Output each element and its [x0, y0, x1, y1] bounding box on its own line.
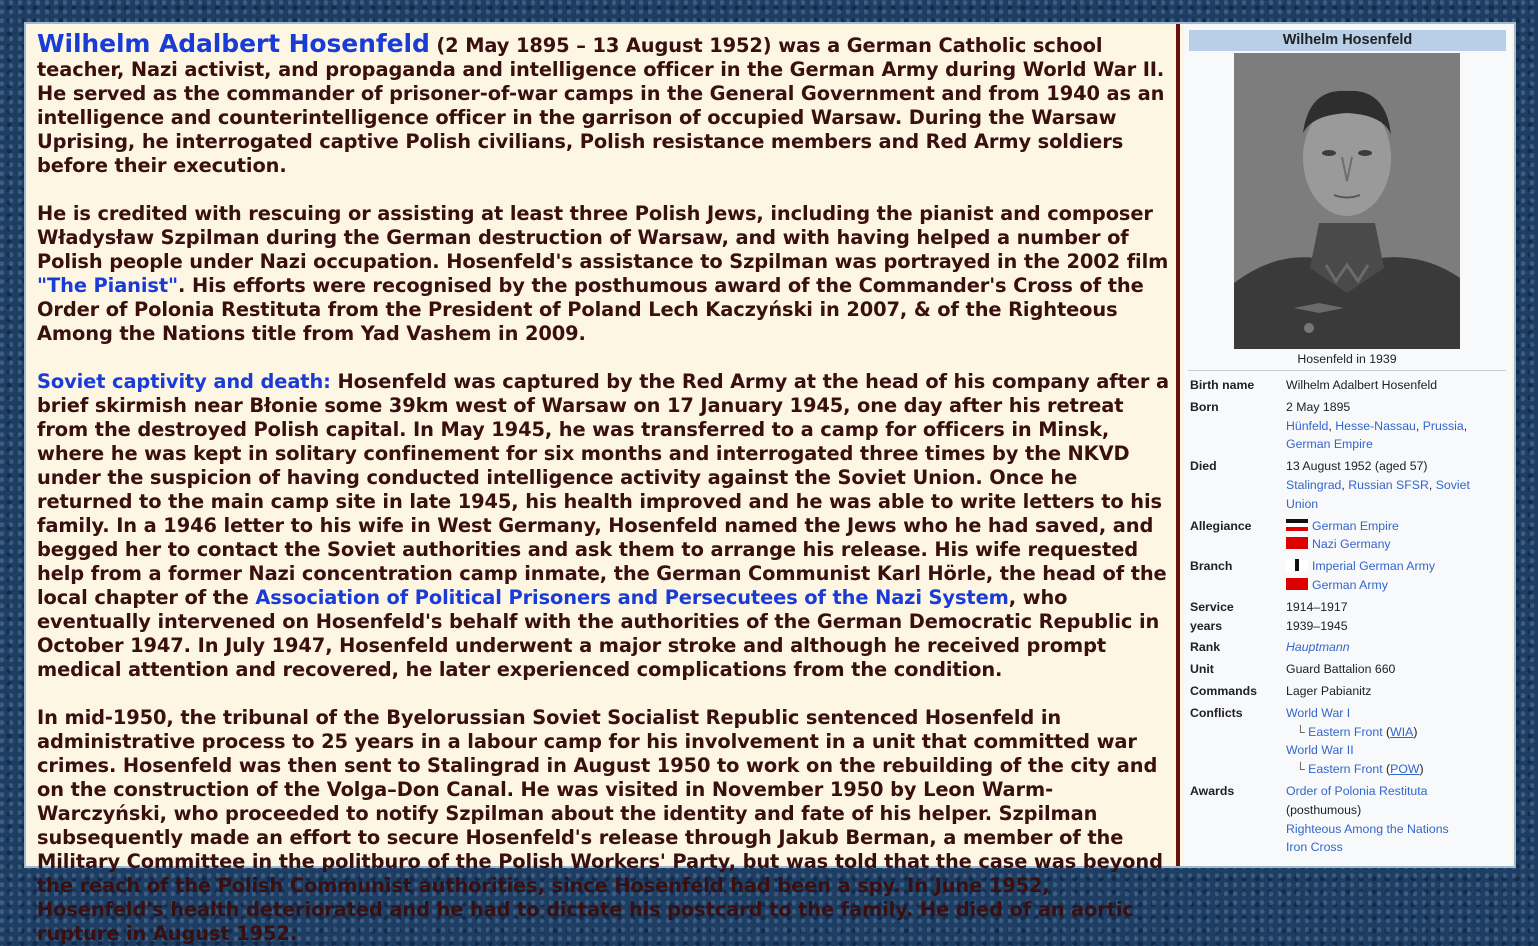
- link-wia[interactable]: WIA: [1390, 724, 1414, 739]
- link-russian-sfsr[interactable]: Russian SFSR: [1348, 477, 1429, 492]
- link-righteous[interactable]: Righteous Among the Nations: [1286, 821, 1449, 836]
- paragraph-intro: Wilhelm Adalbert Hosenfeld (2 May 1895 – 13 August 1952) was a German Catholic school teacher, Nazi activist, and propaganda and intelligence officer in the German Army during World War II. He served as the commander of prisoner-of-war camps in the General Government and from 1940 as an intelligence and counterintelligence officer in the garrison of occupied Warsaw. During the Warsaw Uprising, he interrogated captive Polish civilians, Polish resistance members and Red Army soldiers before their execution.: [37, 29, 1165, 177]
- link-imperial-german-army[interactable]: Imperial German Army: [1312, 559, 1435, 574]
- link-eastern-front-2[interactable]: Eastern Front: [1308, 762, 1383, 777]
- row-rank: Rank Hauptmann: [1190, 640, 1350, 655]
- association-link[interactable]: Association of Political Prisoners and Persecutees of the Nazi System: [255, 586, 1009, 609]
- photo-caption: Hosenfeld in 1939: [1297, 352, 1397, 366]
- row-service-years: Service years 1914–1917 1939–1945: [1190, 599, 1348, 633]
- link-world-war-1[interactable]: World War I: [1286, 705, 1351, 720]
- film-link[interactable]: "The Pianist": [37, 274, 179, 297]
- link-polonia-restituta[interactable]: Order of Polonia Restituta: [1286, 783, 1428, 798]
- infobox-title: Wilhelm Hosenfeld: [1189, 30, 1506, 51]
- link-prussia[interactable]: Prussia: [1422, 418, 1464, 433]
- link-nazi-germany[interactable]: Nazi Germany: [1312, 537, 1391, 552]
- link-soviet-union[interactable]: Soviet Union: [1286, 477, 1470, 511]
- link-pow[interactable]: POW: [1390, 762, 1420, 777]
- link-hesse-nassau[interactable]: Hesse-Nassau: [1335, 418, 1416, 433]
- row-branch: Branch Imperial German Army German Army: [1190, 559, 1435, 592]
- row-died: Died 13 August 1952 (aged 57) Stalingrad, Russian SFSR, Soviet Union: [1190, 459, 1470, 511]
- link-hunfeld[interactable]: Hünfeld: [1286, 418, 1329, 433]
- link-german-empire[interactable]: German Empire: [1286, 437, 1373, 452]
- infobox: [1184, 24, 1512, 866]
- article-title: Wilhelm Adalbert Hosenfeld: [37, 29, 430, 58]
- flag-imperial-army-icon: [1286, 559, 1308, 571]
- portrait-silhouette: [1234, 53, 1460, 349]
- link-stalingrad[interactable]: Stalingrad: [1286, 477, 1342, 492]
- link-german-army[interactable]: German Army: [1312, 577, 1388, 592]
- portrait-photo: [1234, 53, 1460, 349]
- row-born: Born 2 May 1895 Hünfeld, Hesse-Nassau, Prussia, German Empire: [1190, 399, 1468, 452]
- infobox-divider: [1188, 370, 1506, 371]
- row-birth-name: Birth name Wilhelm Adalbert Hosenfeld: [1190, 378, 1438, 392]
- row-awards: Awards Order of Polonia Restituta (posthumous) Righteous Among the Nations Iron Cross: [1190, 783, 1449, 855]
- link-world-war-2[interactable]: World War II: [1286, 743, 1354, 758]
- row-commands: Commands Lager Pabianitz: [1190, 683, 1372, 698]
- row-allegiance: Allegiance German Empire Nazi Germany: [1190, 518, 1399, 552]
- link-iron-cross[interactable]: Iron Cross: [1286, 840, 1343, 855]
- flag-nazi-germany-icon: [1286, 537, 1308, 549]
- paragraph-sentence: In mid-1950, the tribunal of the Byelorussian Soviet Socialist Republic sentenced Hosenfeld in administrative process to 25 years in a labour camp for his involvement in a unit that committed war crimes. Hosenfeld was then sent to Stalingrad in August 1950 to work on the rebuilding of the city and on the construction of the Volga–Don Canal. He was visited in November 1950 by Leon Warm-Warczyński, who proceeded to notify Szpilman about the identity and fate of his helper. Szpilman subsequently made an effort to secure Hosenfeld's release through Jakub Berman, a member of the Military Committee in the politburo of the Polish Workers' Party, but was told that the case was beyond the reach of the Polish Communist authorities, since Hosenfeld had been a spy. In June 1952, Hosenfeld's health deteriorated and he had to dictate his postcard to the family. He died of an aortic rupture in August 1952.: [37, 706, 1163, 945]
- section-heading-captivity: Soviet captivity and death:: [37, 370, 331, 393]
- infobox-table: [1188, 374, 1506, 858]
- article-body: [26, 24, 1180, 945]
- paragraph-captivity: Soviet captivity and death: Hosenfeld was captured by the Red Army at the head of his company after a brief skirmish near Błonie some 39km west of Warsaw on 17 January 1945, one day after his retreat from the destroyed Polish capital. In May 1945, he was transferred to a camp for officers in Minsk, where he was kept in solitary confinement for six months and interrogated three times by the NKVD under the suspicion of having conducted intelligence activity against the Soviet Union. Once he returned to the main camp site in late 1945, his health improved and he was able to write letters to his family. In a 1946 letter to his wife in West Germany, Hosenfeld named the Jews who he had saved, and begged her to contact the Soviet authorities and ask them to arrange his release. His wife requested help from a former Nazi concentration camp inmate, the German Communist Karl Hörle, the head of the local chapter of the Association of Political Prisoners and Persecutees of the Nazi System, who eventually intervened on Hosenfeld's behalf with the authorities of the German Democratic Republic in October 1947. In July 1947, Hosenfeld underwent a major stroke and although he received prompt medical attention and recovered, he later experienced complications from the condition.: [37, 370, 1169, 681]
- link-eastern-front-1[interactable]: Eastern Front: [1308, 724, 1383, 739]
- flag-german-army-icon: [1286, 578, 1308, 590]
- flag-german-empire-icon: [1286, 519, 1308, 531]
- row-unit: Unit Guard Battalion 660: [1190, 662, 1396, 677]
- paragraph-rescue: He is credited with rescuing or assisting at least three Polish Jews, including the pianist and composer Władysław Szpilman during the German destruction of Warsaw, and with having helped a number of Polish people under Nazi occupation. Hosenfeld's assistance to Szpilman was portrayed in the 2002 film "The Pianist". His efforts were recognised by the posthumous award of the Commander's Cross of the Order of Polonia Restituta from the President of Poland Lech Kaczyński in 2007, & of the Righteous Among the Nations title from Yad Vashem in 2009.: [37, 202, 1169, 345]
- link-hauptmann[interactable]: Hauptmann: [1286, 640, 1350, 655]
- link-allegiance-german-empire[interactable]: German Empire: [1312, 518, 1399, 533]
- row-conflicts: Conflicts World War I └ Eastern Front (WIA) World War II └ Eastern Front (POW): [1190, 705, 1424, 777]
